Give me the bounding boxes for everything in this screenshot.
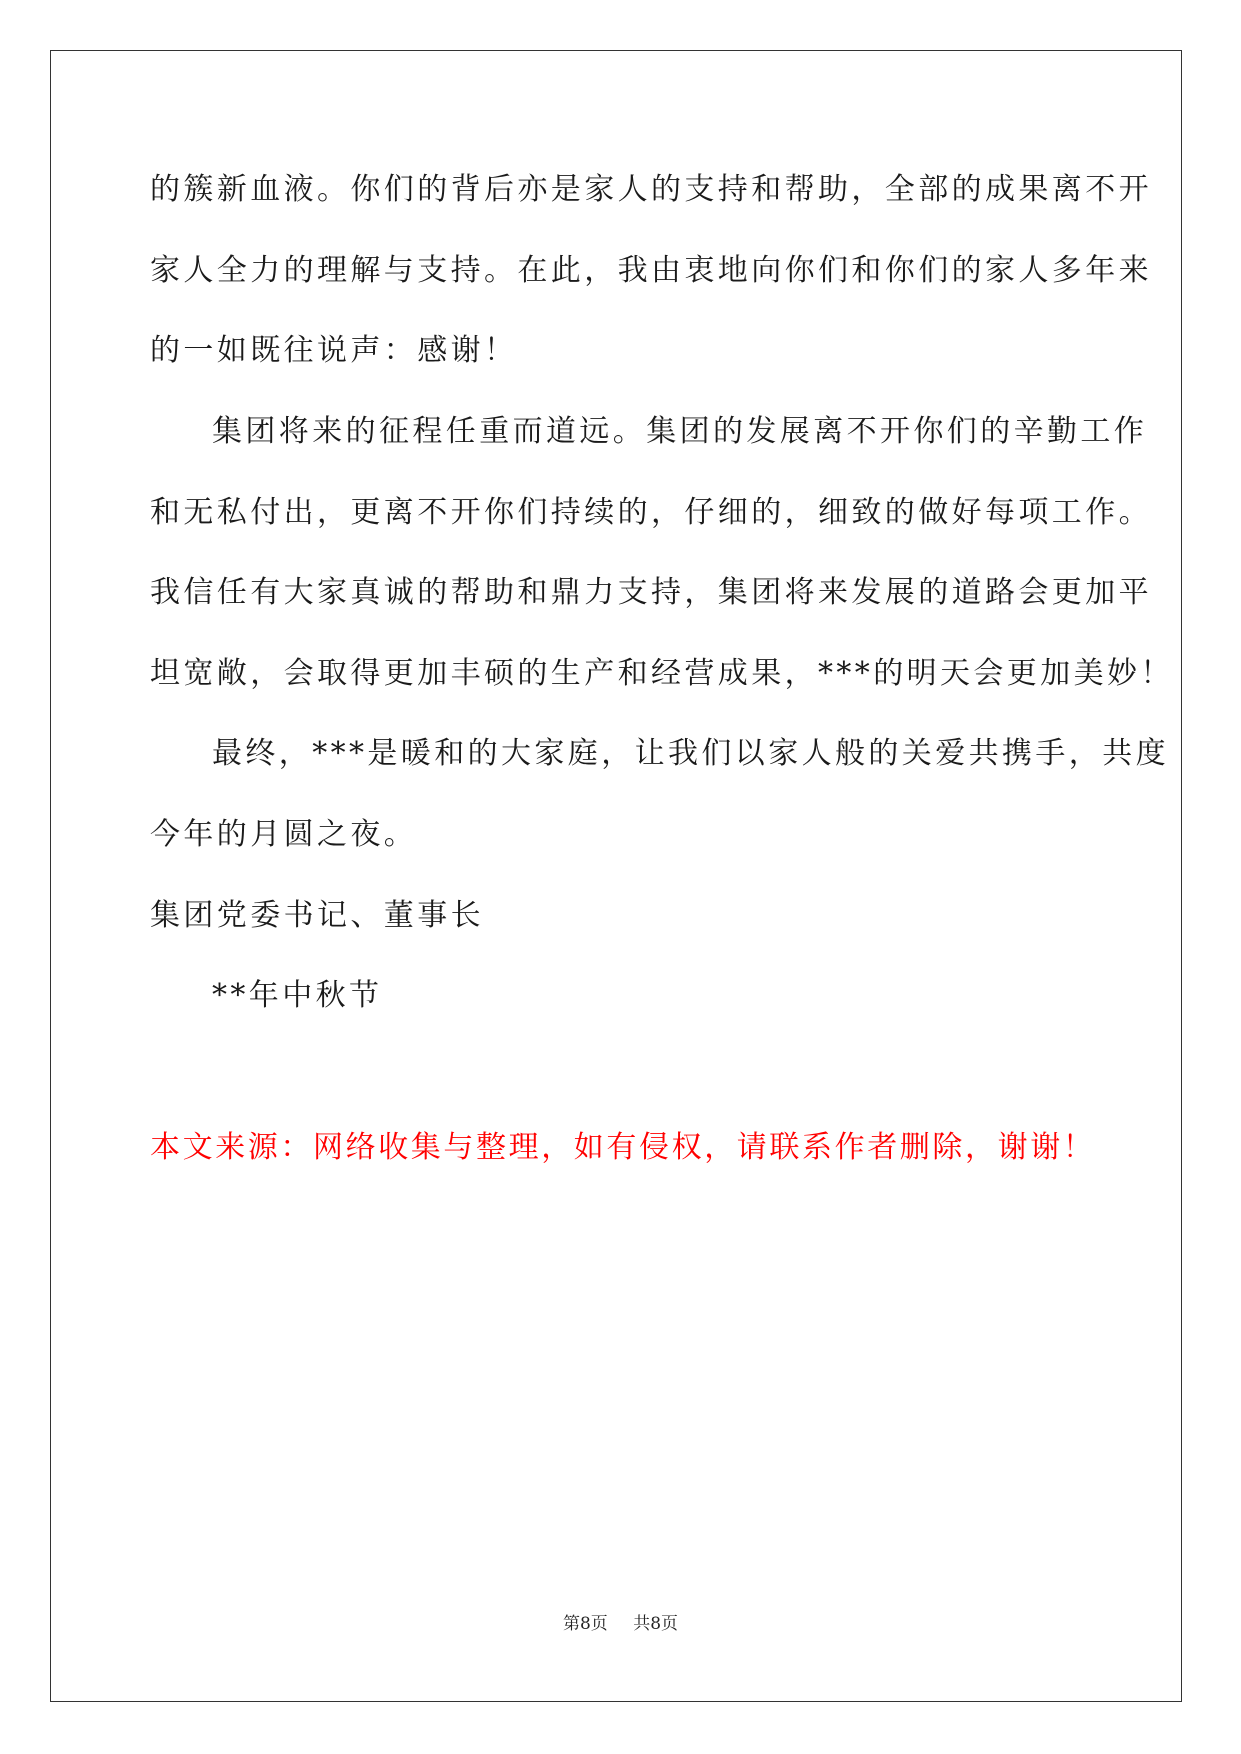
body-line-7: 坦宽敞，会取得更加丰硕的生产和经营成果，***的明天会更加美妙！ bbox=[150, 656, 1174, 691]
body-line-2: 家人全力的理解与支持。在此，我由衷地向你们和你们的家人多年来 bbox=[150, 253, 1152, 288]
page-footer bbox=[0, 1609, 1241, 1634]
body-line-5: 和无私付出，更离不开你们持续的，仔细的，细致的做好每项工作。 bbox=[150, 495, 1152, 530]
body-line-3: 的一如既往说声：感谢！ bbox=[150, 333, 518, 368]
body-line-4: 集团将来的征程任重而道远。集团的发展离不开你们的辛勤工作 bbox=[212, 414, 1148, 449]
body-line-6: 我信任有大家真诚的帮助和鼎力支持，集团将来发展的道路会更加平 bbox=[150, 575, 1152, 610]
body-line-9: 今年的月圆之夜。 bbox=[150, 817, 418, 852]
body-line-1: 的簇新血液。你们的背后亦是家人的支持和帮助，全部的成果离不开 bbox=[150, 172, 1152, 207]
signature-date: **年中秋节 bbox=[212, 978, 383, 1013]
page-number-total: 共8页 bbox=[633, 1614, 679, 1634]
page-border bbox=[50, 50, 1182, 1702]
body-line-8: 最终，***是暖和的大家庭，让我们以家人般的关爱共携手，共度 bbox=[212, 736, 1169, 771]
page-number-current: 第8页 bbox=[562, 1614, 608, 1634]
signature-title: 集团党委书记、董事长 bbox=[150, 898, 484, 933]
source-note: 本文来源：网络收集与整理，如有侵权，请联系作者删除，谢谢！ bbox=[150, 1130, 1096, 1165]
